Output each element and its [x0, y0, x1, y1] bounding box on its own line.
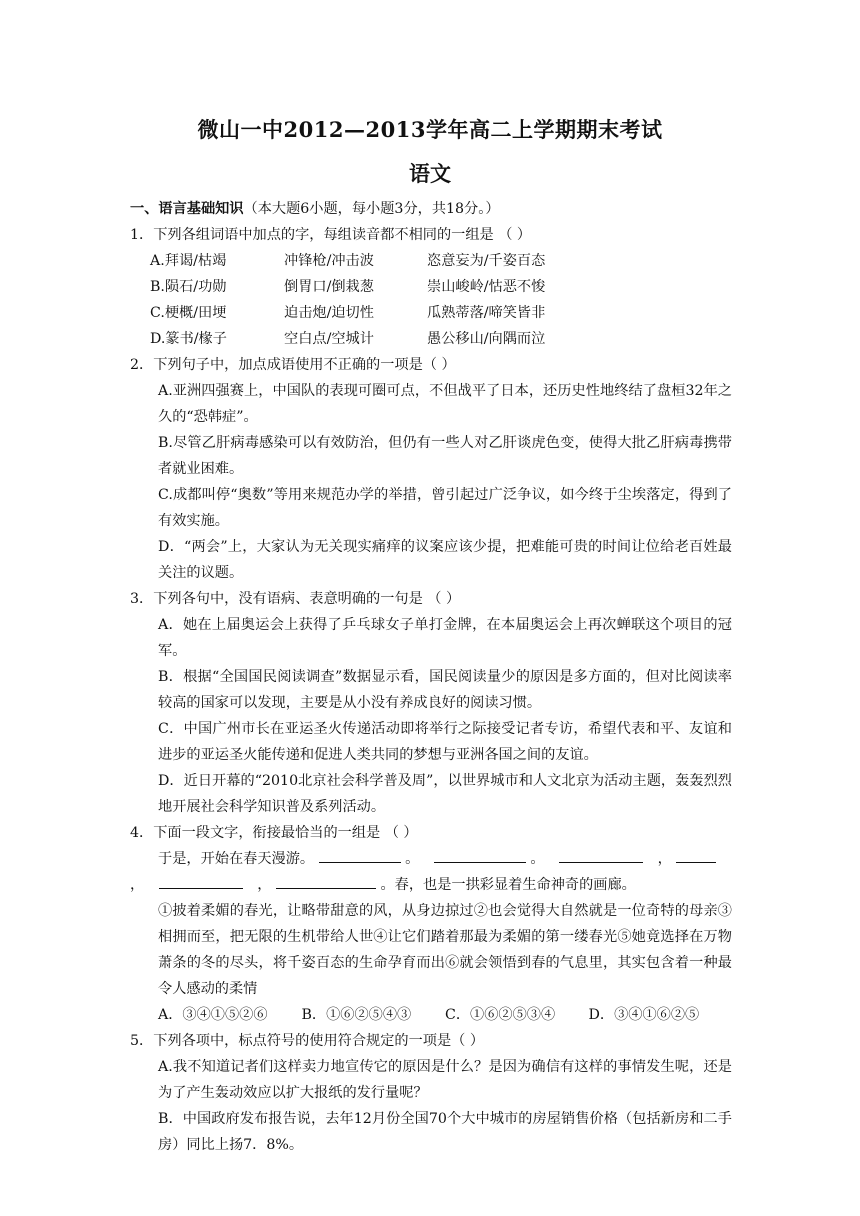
q4-separator: 。 — [405, 851, 420, 867]
q1-option: C.梗概/田埂 — [150, 305, 227, 321]
q3-option-a: A．她在上届奥运会上获得了乒乓球女子单打金牌，在本届奥运会上再次蝉联这个项目的冠军。 — [158, 617, 732, 659]
q4-separator: 。 — [530, 851, 545, 867]
q1-option: A.拜谒/枯竭 — [150, 253, 227, 269]
q1-option: B.陨石/功勋 — [150, 279, 227, 295]
answer-blank — [319, 846, 401, 863]
answer-blank — [159, 872, 243, 889]
q1-option: 愚公移山/向隅而泣 — [427, 331, 546, 347]
exam-content — [130, 196, 732, 1158]
q4-options — [130, 1002, 732, 1028]
q1-option: 迫击炮/迫切性 — [284, 305, 374, 321]
answer-blank — [434, 846, 526, 863]
q4-passage-line1 — [130, 846, 732, 872]
q3-option-b: B．根据“全国国民阅读调查”数据显示看，国民阅读量少的原因是多方面的，但对比阅读率较高的国家可以发现，主要是从小没有养成良好的阅读习惯。 — [158, 669, 732, 711]
q4-items: ①披着柔媚的春光，让略带甜意的风，从身边掠过②也会觉得大自然就是一位奇特的母亲③相拥而至，把无限的生机带给人世④让它们踏着那最为柔媚的第一缕春光⑤她竟选择在万物萧条的冬的尽头，将千姿百态的生命孕育而出⑥就会领悟到春的气息里，其实包含着一种最令人感动的柔情 — [158, 903, 732, 997]
subject-title: 语文 — [409, 161, 451, 186]
exam-title: 微山一中2012—2013学年高二上学期期末考试 — [197, 117, 663, 142]
q2-option-d: D．“两会”上，大家认为无关现实痛痒的议案应该少提，把难能可贵的时间让位给老百姓最关注的议题。 — [158, 539, 732, 581]
answer-blank — [676, 846, 716, 863]
q1-option: 崇山峻岭/怙恶不悛 — [427, 279, 546, 295]
q2-option-c: C.成都叫停“奥数”等用来规范办学的举措，曾引起过广泛争议，如今终于尘埃落定，得到了有效实施。 — [158, 487, 732, 529]
q1-row-a — [130, 248, 732, 274]
q4-passage-start: 于是，开始在春天漫游。 — [158, 851, 315, 867]
q3-option-c: C．中国广州市长在亚运圣火传递活动即将举行之际接受记者专访，希望代表和平、友谊和进步的亚运圣火能传递和促进人类共同的梦想与亚洲各国之间的友谊。 — [158, 721, 732, 763]
q1-row-b — [130, 274, 732, 300]
answer-blank — [276, 872, 376, 889]
q5-option-b: B．中国政府发布报告说，去年12月份全国70个大中城市的房屋销售价格（包括新房和二手房）同比上扬7．8%。 — [158, 1111, 732, 1153]
q1-option: 空白点/空城计 — [284, 331, 374, 347]
q4-separator: ， — [257, 877, 272, 893]
q4-separator: ， — [130, 877, 145, 893]
q4-option: B．①⑥②⑤④③ — [301, 1007, 412, 1023]
section-heading-note: （本大题6小题，每小题3分，共18分。） — [243, 201, 500, 217]
q1-option: D.篆书/椽子 — [150, 331, 227, 347]
q5-option-a: A.我不知道记者们这样卖力地宣传它的原因是什么？是因为确信有这样的事情发生呢，还是为了产生轰动效应以扩大报纸的发行量呢？ — [158, 1059, 732, 1101]
q4-option: D．③④①⑥②⑤ — [588, 1007, 700, 1023]
q1-option: 恣意妄为/千姿百态 — [427, 253, 546, 269]
q1-option: 瓜熟蒂落/啼笑皆非 — [427, 305, 546, 321]
q4-stem: 4．下面一段文字，衔接最恰当的一组是 （ ） — [130, 825, 418, 841]
q1-option: 冲锋枪/冲击波 — [284, 253, 374, 269]
q1-row-c — [130, 300, 732, 326]
q5-stem: 5．下列各项中，标点符号的使用符合规定的一项是（ ） — [130, 1033, 485, 1049]
q2-option-b: B.尽管乙肝病毒感染可以有效防治，但仍有一些人对乙肝谈虎色变，使得大批乙肝病毒携带者就业困难。 — [158, 435, 732, 477]
q1-option: 倒胃口/倒栽葱 — [284, 279, 374, 295]
q2-option-a: A.亚洲四强赛上，中国队的表现可圈可点，不但战平了日本，还历史性地终结了盘桓32年之久的“恐韩症”。 — [158, 383, 732, 425]
answer-blank — [559, 846, 643, 863]
q4-option: A．③④①⑤②⑥ — [158, 1007, 268, 1023]
q2-stem: 2．下列句子中，加点成语使用不正确的一项是（ ） — [130, 357, 456, 373]
q4-passage-end: 。春，也是一拱彩显着生命神奇的画廊。 — [380, 877, 636, 893]
q4-separator: ， — [657, 851, 672, 867]
q1-stem: 1．下列各组词语中加点的字，每组读音都不相同的一组是 （ ） — [130, 227, 532, 243]
section-heading-label: 一、语言基础知识 — [130, 201, 244, 217]
q4-option: C．①⑥②⑤③④ — [445, 1007, 556, 1023]
q1-row-d — [130, 326, 732, 352]
q3-stem: 3．下列各句中，没有语病、表意明确的一句是 （ ） — [130, 591, 461, 607]
q4-passage-line2 — [130, 872, 732, 898]
section-heading — [130, 196, 732, 222]
q3-option-d: D．近日开幕的“2010北京社会科学普及周”，以世界城市和人文北京为活动主题，轰轰烈烈地开展社会科学知识普及系列活动。 — [158, 773, 732, 815]
